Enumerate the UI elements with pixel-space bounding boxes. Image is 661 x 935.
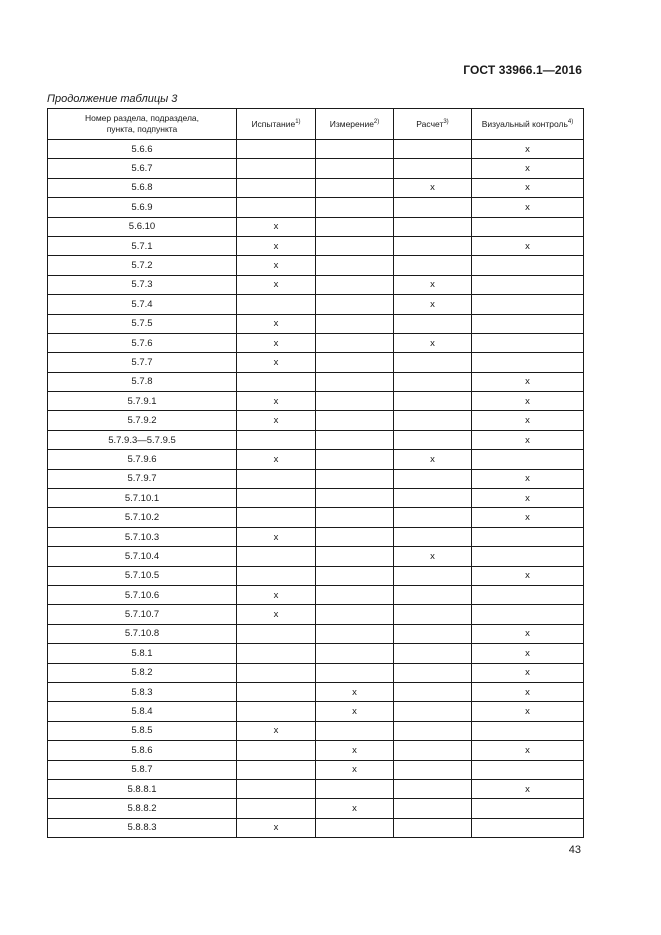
table-row: [48, 682, 584, 701]
section-number-cell: 5.6.8: [48, 178, 237, 197]
calculation-cell: [394, 566, 472, 585]
visual-inspection-cell: [472, 799, 584, 818]
visual-inspection-cell: [472, 314, 584, 333]
visual-inspection-cell: [472, 353, 584, 372]
section-number-cell: 5.7.3: [48, 275, 237, 294]
table-row: [48, 333, 584, 352]
section-number-cell: 5.7.9.7: [48, 469, 237, 488]
column-header-visual-inspection: [472, 109, 584, 140]
measurement-cell: x: [316, 682, 394, 701]
test-cell: [237, 663, 316, 682]
table-row: [48, 430, 584, 449]
column-header-test: [237, 109, 316, 140]
table-row: [48, 353, 584, 372]
table-row: [48, 411, 584, 430]
measurement-cell: x: [316, 799, 394, 818]
calculation-cell: [394, 779, 472, 798]
table-row: [48, 392, 584, 411]
test-cell: [237, 799, 316, 818]
visual-inspection-cell: x: [472, 411, 584, 430]
measurement-cell: [316, 585, 394, 604]
measurement-cell: [316, 140, 394, 159]
visual-inspection-cell: x: [472, 779, 584, 798]
section-number-cell: 5.8.2: [48, 663, 237, 682]
section-number-cell: 5.7.10.5: [48, 566, 237, 585]
calculation-cell: [394, 256, 472, 275]
test-cell: x: [237, 353, 316, 372]
table-row: [48, 508, 584, 527]
section-number-cell: 5.7.2: [48, 256, 237, 275]
footnote-ref: 1): [295, 118, 301, 125]
test-cell: [237, 430, 316, 449]
measurement-cell: [316, 624, 394, 643]
measurement-cell: [316, 178, 394, 197]
section-number-cell: 5.8.8.1: [48, 779, 237, 798]
test-cell: x: [237, 275, 316, 294]
visual-inspection-cell: [472, 450, 584, 469]
requirements-table: [47, 108, 584, 838]
calculation-cell: x: [394, 547, 472, 566]
measurement-cell: x: [316, 760, 394, 779]
measurement-cell: [316, 256, 394, 275]
column-header-section: [48, 109, 237, 140]
table-row: [48, 741, 584, 760]
test-cell: [237, 469, 316, 488]
footnote-ref: 3): [443, 118, 449, 125]
test-cell: x: [237, 411, 316, 430]
visual-inspection-cell: [472, 585, 584, 604]
calculation-cell: [394, 469, 472, 488]
measurement-cell: [316, 818, 394, 837]
measurement-cell: [316, 236, 394, 255]
visual-inspection-cell: x: [472, 682, 584, 701]
test-cell: x: [237, 721, 316, 740]
test-cell: [237, 198, 316, 217]
test-cell: [237, 159, 316, 178]
test-cell: [237, 779, 316, 798]
section-number-cell: 5.7.9.6: [48, 450, 237, 469]
measurement-cell: [316, 333, 394, 352]
section-number-cell: 5.8.3: [48, 682, 237, 701]
visual-inspection-cell: [472, 818, 584, 837]
visual-inspection-cell: x: [472, 198, 584, 217]
section-number-cell: 5.7.8: [48, 372, 237, 391]
calculation-cell: [394, 702, 472, 721]
table-row: [48, 760, 584, 779]
section-number-cell: 5.7.7: [48, 353, 237, 372]
visual-inspection-cell: x: [472, 430, 584, 449]
test-cell: [237, 489, 316, 508]
visual-inspection-cell: [472, 275, 584, 294]
footnote-ref: 4): [567, 118, 574, 125]
section-number-cell: 5.7.6: [48, 333, 237, 352]
table-row: [48, 527, 584, 546]
calculation-cell: [394, 430, 472, 449]
section-number-cell: 5.8.8.3: [48, 818, 237, 837]
measurement-cell: [316, 411, 394, 430]
visual-inspection-cell: x: [472, 663, 584, 682]
test-cell: [237, 682, 316, 701]
section-number-cell: 5.8.4: [48, 702, 237, 721]
section-number-cell: 5.7.10.3: [48, 527, 237, 546]
test-cell: [237, 702, 316, 721]
visual-inspection-cell: [472, 256, 584, 275]
visual-inspection-cell: [472, 760, 584, 779]
measurement-cell: [316, 527, 394, 546]
column-header-measurement: [316, 109, 394, 140]
measurement-cell: [316, 721, 394, 740]
test-cell: x: [237, 392, 316, 411]
visual-inspection-cell: x: [472, 566, 584, 585]
measurement-cell: [316, 644, 394, 663]
calculation-cell: [394, 605, 472, 624]
table-row: [48, 217, 584, 236]
test-cell: [237, 741, 316, 760]
table-row: [48, 198, 584, 217]
test-cell: [237, 295, 316, 314]
calculation-cell: [394, 644, 472, 663]
table-row: [48, 275, 584, 294]
measurement-cell: [316, 275, 394, 294]
visual-inspection-cell: [472, 721, 584, 740]
calculation-cell: [394, 411, 472, 430]
table-row: [48, 256, 584, 275]
section-number-cell: 5.7.10.6: [48, 585, 237, 604]
measurement-cell: [316, 392, 394, 411]
measurement-cell: [316, 605, 394, 624]
test-cell: [237, 624, 316, 643]
measurement-cell: [316, 663, 394, 682]
calculation-cell: [394, 585, 472, 604]
section-number-cell: 5.8.5: [48, 721, 237, 740]
section-number-cell: 5.7.1: [48, 236, 237, 255]
visual-inspection-cell: [472, 333, 584, 352]
calculation-cell: x: [394, 333, 472, 352]
test-cell: x: [237, 605, 316, 624]
visual-inspection-cell: x: [472, 469, 584, 488]
section-number-cell: 5.6.9: [48, 198, 237, 217]
section-number-cell: 5.7.10.7: [48, 605, 237, 624]
calculation-cell: [394, 140, 472, 159]
calculation-cell: [394, 624, 472, 643]
calculation-cell: x: [394, 450, 472, 469]
visual-inspection-cell: x: [472, 741, 584, 760]
table-row: [48, 159, 584, 178]
test-cell: x: [237, 333, 316, 352]
section-number-cell: 5.7.9.1: [48, 392, 237, 411]
column-header-calculation: [394, 109, 472, 140]
table-row: [48, 779, 584, 798]
table-row: [48, 585, 584, 604]
measurement-cell: [316, 508, 394, 527]
visual-inspection-cell: [472, 605, 584, 624]
test-cell: [237, 760, 316, 779]
table-row: [48, 799, 584, 818]
section-number-cell: 5.8.6: [48, 741, 237, 760]
calculation-cell: [394, 489, 472, 508]
section-number-cell: 5.7.9.2: [48, 411, 237, 430]
calculation-cell: [394, 217, 472, 236]
measurement-cell: [316, 314, 394, 333]
section-number-cell: 5.6.10: [48, 217, 237, 236]
calculation-cell: [394, 799, 472, 818]
table-row: [48, 450, 584, 469]
measurement-cell: [316, 566, 394, 585]
calculation-cell: [394, 508, 472, 527]
table-row: [48, 178, 584, 197]
measurement-cell: [316, 430, 394, 449]
visual-inspection-cell: x: [472, 624, 584, 643]
footnote-ref: 2): [373, 118, 380, 125]
table-row: [48, 547, 584, 566]
visual-inspection-cell: x: [472, 178, 584, 197]
measurement-cell: [316, 489, 394, 508]
section-number-cell: 5.7.10.2: [48, 508, 237, 527]
table-row: [48, 489, 584, 508]
visual-inspection-cell: x: [472, 372, 584, 391]
calculation-cell: x: [394, 295, 472, 314]
visual-inspection-cell: [472, 217, 584, 236]
measurement-cell: [316, 353, 394, 372]
measurement-cell: [316, 779, 394, 798]
visual-inspection-cell: x: [472, 140, 584, 159]
visual-inspection-cell: [472, 547, 584, 566]
measurement-cell: [316, 198, 394, 217]
section-number-cell: 5.8.1: [48, 644, 237, 663]
test-cell: x: [237, 585, 316, 604]
table-row: [48, 663, 584, 682]
table-row: [48, 140, 584, 159]
calculation-cell: [394, 198, 472, 217]
table-row: [48, 469, 584, 488]
table-row: [48, 295, 584, 314]
measurement-cell: [316, 295, 394, 314]
visual-inspection-cell: [472, 295, 584, 314]
table-row: [48, 605, 584, 624]
table-row: [48, 372, 584, 391]
visual-inspection-cell: x: [472, 508, 584, 527]
column-header-label: Измерение: [329, 118, 374, 129]
table-row: [48, 624, 584, 643]
table-row: [48, 314, 584, 333]
table-body: [48, 140, 584, 838]
measurement-cell: [316, 469, 394, 488]
calculation-cell: [394, 372, 472, 391]
visual-inspection-cell: x: [472, 159, 584, 178]
test-cell: x: [237, 236, 316, 255]
calculation-cell: [394, 314, 472, 333]
measurement-cell: [316, 547, 394, 566]
calculation-cell: [394, 159, 472, 178]
table-row: [48, 566, 584, 585]
measurement-cell: x: [316, 702, 394, 721]
table-row: [48, 818, 584, 837]
test-cell: [237, 644, 316, 663]
section-number-cell: 5.7.10.4: [48, 547, 237, 566]
visual-inspection-cell: x: [472, 392, 584, 411]
table-row: [48, 236, 584, 255]
measurement-cell: x: [316, 741, 394, 760]
section-number-cell: 5.7.10.8: [48, 624, 237, 643]
table-row: [48, 702, 584, 721]
test-cell: x: [237, 450, 316, 469]
calculation-cell: x: [394, 178, 472, 197]
calculation-cell: [394, 818, 472, 837]
visual-inspection-cell: x: [472, 644, 584, 663]
test-cell: [237, 566, 316, 585]
visual-inspection-cell: x: [472, 489, 584, 508]
test-cell: [237, 178, 316, 197]
table-row: [48, 721, 584, 740]
section-number-cell: 5.7.10.1: [48, 489, 237, 508]
visual-inspection-cell: x: [472, 702, 584, 721]
test-cell: x: [237, 314, 316, 333]
section-number-cell: 5.7.5: [48, 314, 237, 333]
table-caption: Продолжение таблицы 3: [47, 93, 178, 105]
calculation-cell: [394, 527, 472, 546]
column-header-label: Визуальный контроль: [481, 118, 568, 129]
test-cell: x: [237, 527, 316, 546]
test-cell: [237, 508, 316, 527]
section-number-cell: 5.6.7: [48, 159, 237, 178]
calculation-cell: [394, 741, 472, 760]
test-cell: [237, 372, 316, 391]
calculation-cell: x: [394, 275, 472, 294]
visual-inspection-cell: x: [472, 236, 584, 255]
page-number: 43: [568, 844, 581, 856]
test-cell: x: [237, 256, 316, 275]
column-header-label: Номер раздела, подраздела, пункта, подпункта: [84, 113, 200, 134]
calculation-cell: [394, 353, 472, 372]
section-number-cell: 5.7.4: [48, 295, 237, 314]
test-cell: [237, 547, 316, 566]
test-cell: x: [237, 818, 316, 837]
column-header-label: Расчет: [416, 118, 444, 129]
section-number-cell: 5.8.8.2: [48, 799, 237, 818]
measurement-cell: [316, 450, 394, 469]
calculation-cell: [394, 721, 472, 740]
section-number-cell: 5.6.6: [48, 140, 237, 159]
calculation-cell: [394, 760, 472, 779]
column-header-label: Испытание: [251, 118, 296, 129]
test-cell: x: [237, 217, 316, 236]
calculation-cell: [394, 663, 472, 682]
test-cell: [237, 140, 316, 159]
section-number-cell: 5.8.7: [48, 760, 237, 779]
visual-inspection-cell: [472, 527, 584, 546]
table-header-row: [48, 109, 584, 140]
calculation-cell: [394, 392, 472, 411]
measurement-cell: [316, 159, 394, 178]
measurement-cell: [316, 372, 394, 391]
section-number-cell: 5.7.9.3—5.7.9.5: [48, 430, 237, 449]
calculation-cell: [394, 236, 472, 255]
table-row: [48, 644, 584, 663]
document-code: ГОСТ 33966.1—2016: [463, 63, 582, 77]
measurement-cell: [316, 217, 394, 236]
calculation-cell: [394, 682, 472, 701]
